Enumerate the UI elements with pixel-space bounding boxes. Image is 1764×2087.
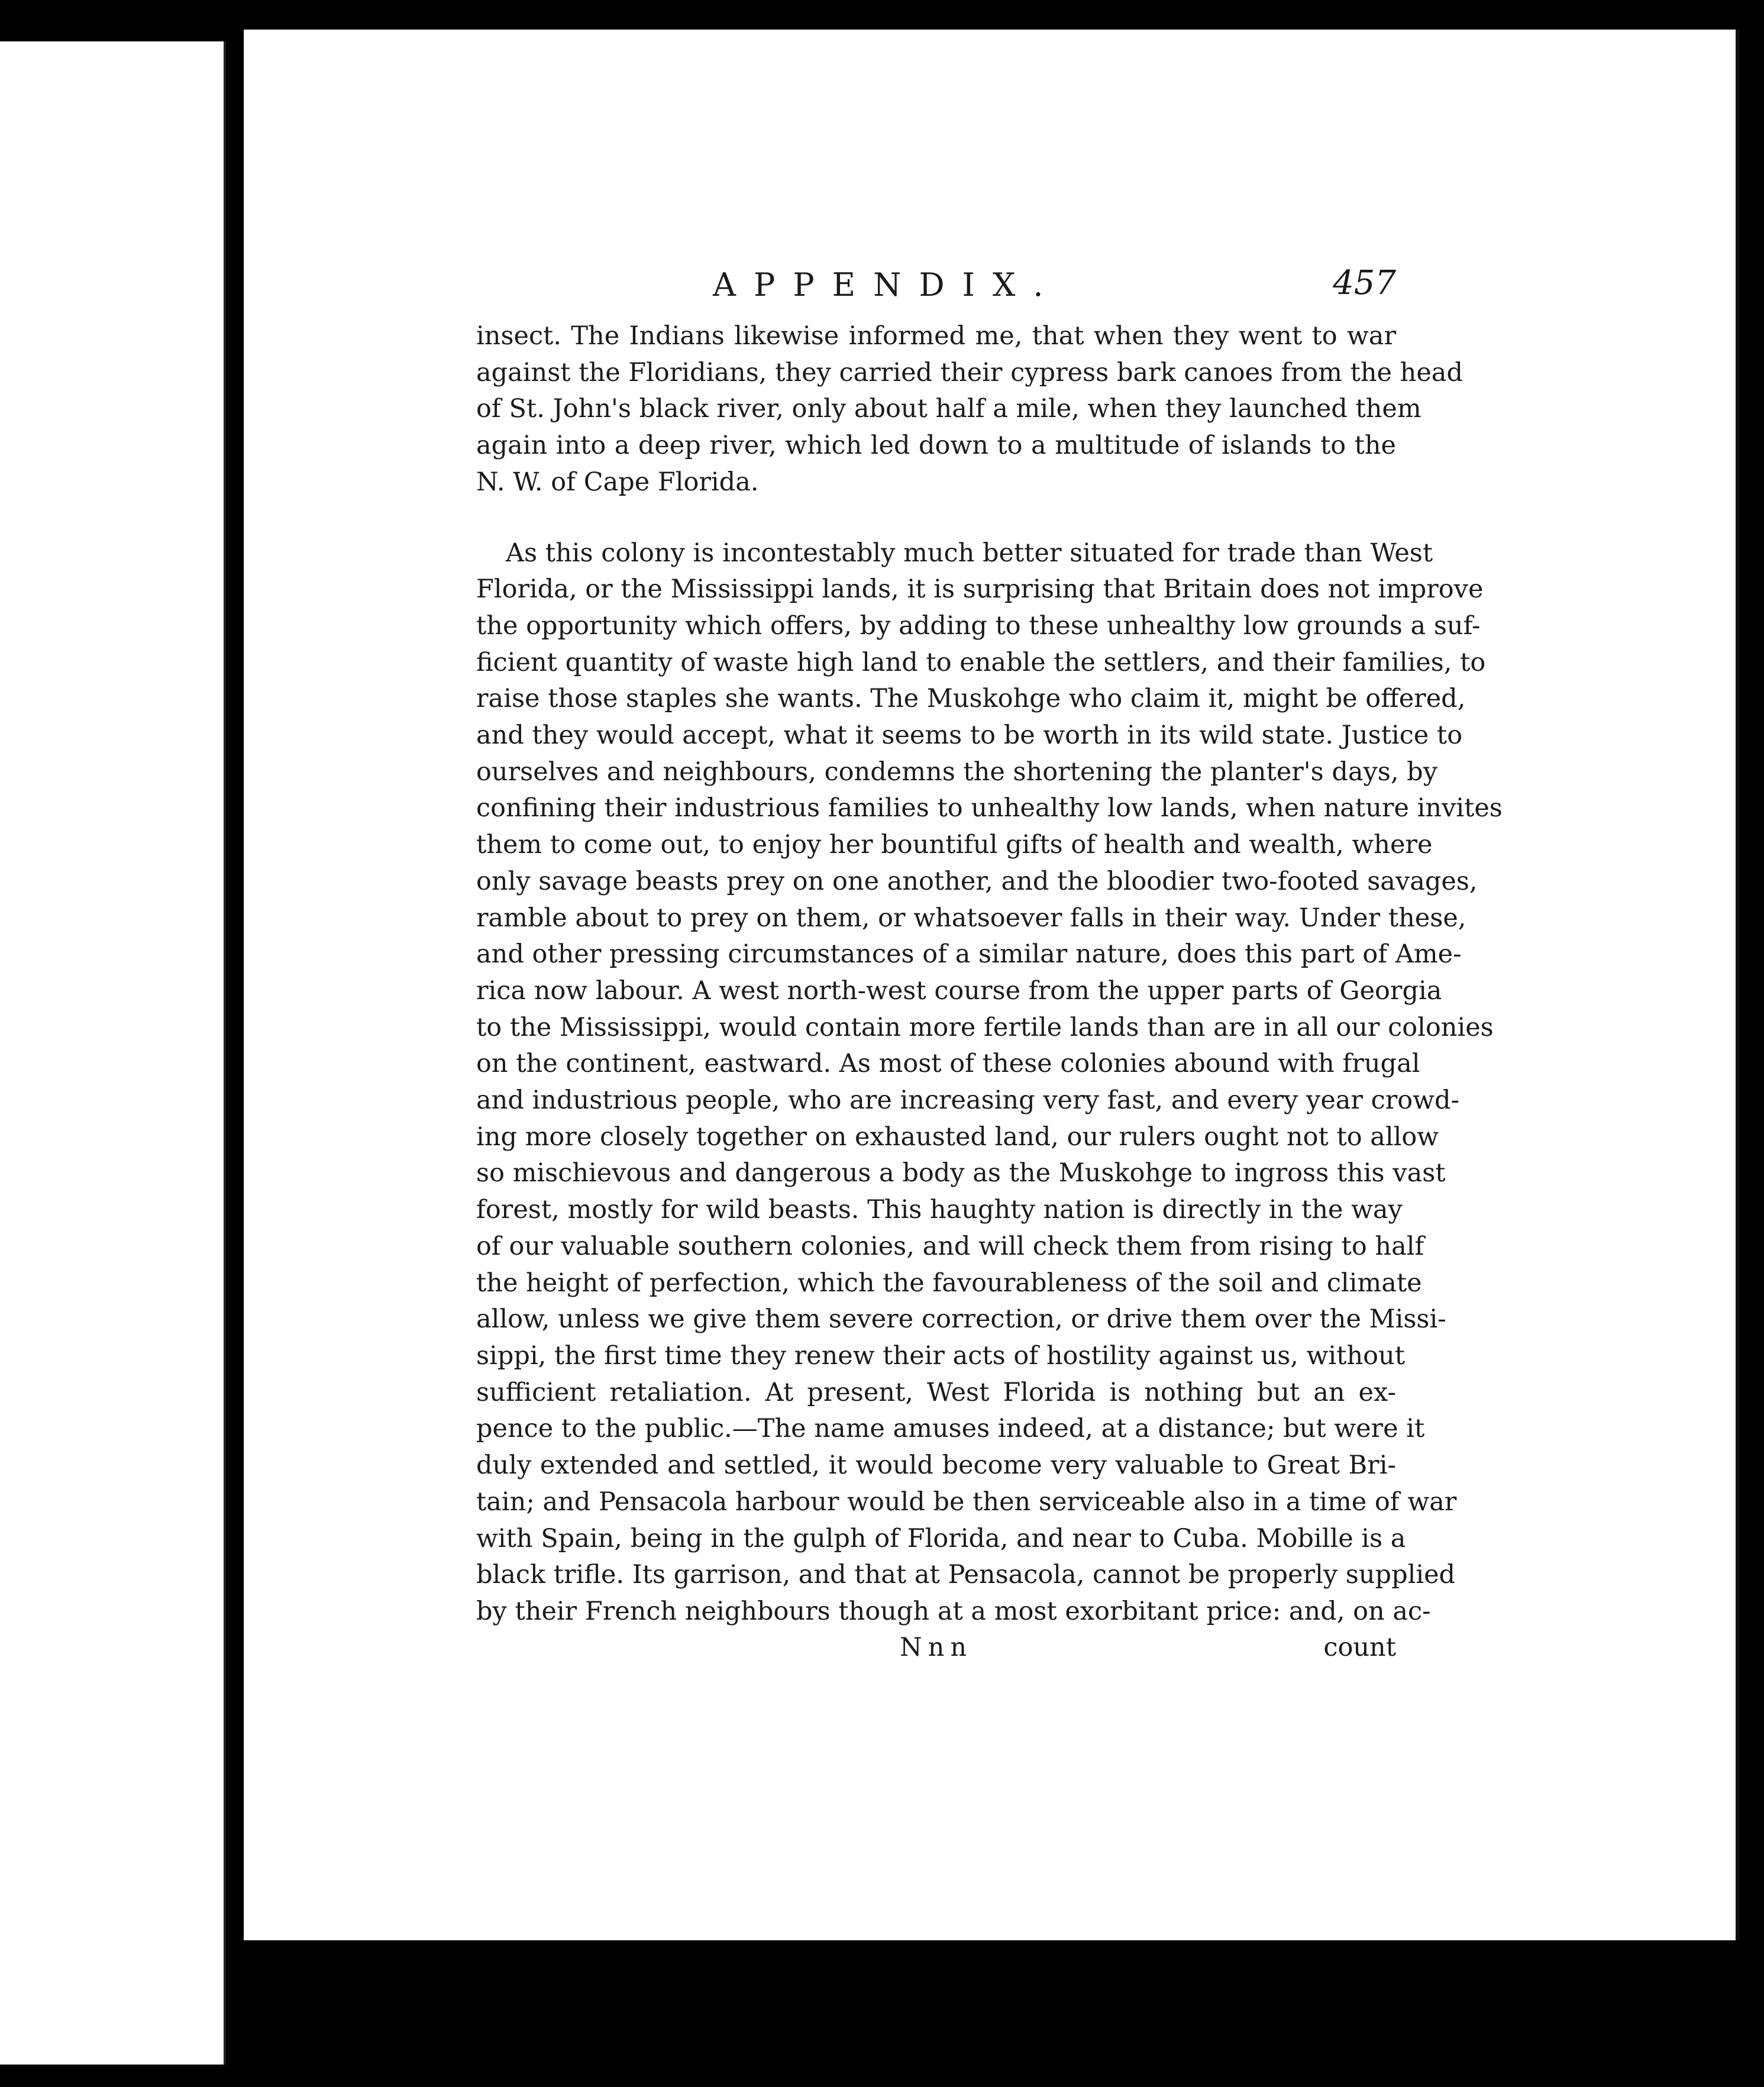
text-line: rica now labour. A west north-west course from the upper parts of Georgia	[476, 975, 1442, 1006]
text-line: duly extended and settled, it would become very valuable to Great Bri-	[476, 1450, 1396, 1481]
text-line: raise those staples she wants. The Muskohge who claim it, might be offered,	[476, 684, 1466, 714]
text-line: and other pressing circumstances of a similar nature, does this part of Ame-	[476, 939, 1462, 970]
signature-mark: Nnn	[900, 1632, 973, 1662]
text-line: to the Mississippi, would contain more fertile lands than are in all our colonies	[476, 1012, 1494, 1042]
text-line: of our valuable southern colonies, and will check them from rising to half	[476, 1231, 1424, 1261]
text-line: on the continent, eastward. As most of these colonies abound with frugal	[476, 1049, 1420, 1079]
text-line: sippi, the first time they renew their acts of hostility against us, without	[476, 1340, 1406, 1371]
text-line: confining their industrious families to unhealthy low lands, when nature invites	[476, 793, 1503, 823]
catchword: count	[1323, 1632, 1396, 1662]
text-line: allow, unless we give them severe correction, or drive them over the Missi-	[476, 1304, 1446, 1335]
text-line: the height of perfection, which the favourableness of the soil and climate	[476, 1268, 1422, 1298]
page-number: 457	[1333, 264, 1396, 302]
text-line: sufficient retaliation. At present, West Florida is nothing but an ex-	[476, 1377, 1396, 1407]
running-head: APPENDIX.	[713, 266, 1061, 303]
text-line: again into a deep river, which led down to a multitude of islands to the	[476, 431, 1396, 461]
text-line: of St. John's black river, only about half a mile, when they launched them	[476, 394, 1421, 424]
text-line: tain; and Pensacola harbour would be then serviceable also in a time of war	[476, 1487, 1457, 1517]
text-line: insect. The Indians likewise informed me, that when they went to war	[476, 321, 1396, 351]
text-line: Florida, or the Mississippi lands, it is surprising that Britain does not improve	[476, 574, 1484, 605]
text-line: against the Floridians, they carried their cypress bark canoes from the head	[476, 357, 1463, 387]
facing-page	[0, 41, 226, 2065]
text-line: black trifle. Its garrison, and that at Pensacola, cannot be properly supplied	[476, 1560, 1456, 1590]
text-line: and industrious people, who are increasing very fast, and every year crowd-	[476, 1086, 1460, 1116]
text-line: ramble about to prey on them, or whatsoever falls in their way. Under these,	[476, 903, 1466, 933]
text-line: forest, mostly for wild beasts. This haughty nation is directly in the way	[476, 1195, 1403, 1225]
scan-background	[244, 1940, 1758, 2087]
text-line: and they would accept, what it seems to be worth in its wild state. Justice to	[476, 721, 1463, 751]
text-line: only savage beasts prey on one another, and the bloodier two-footed savages,	[476, 866, 1478, 896]
text-line: N. W. of Cape Florida.	[476, 467, 759, 497]
book-gutter	[226, 41, 244, 2065]
text-line: the opportunity which offers, by adding to these unhealthy low grounds a suf-	[476, 610, 1481, 641]
text-line: As this colony is incontestably much better situated for trade than West	[506, 538, 1433, 568]
text-line: with Spain, being in the gulph of Florida, and near to Cuba. Mobille is a	[476, 1523, 1406, 1553]
paragraph	[476, 318, 1463, 501]
page-footer	[476, 1633, 1396, 1674]
text-line: ficient quantity of waste high land to enable the settlers, and their families, to	[476, 647, 1486, 677]
text-line: them to come out, to enjoy her bountiful gifts of health and wealth, where	[476, 830, 1433, 860]
text-line: ing more closely together on exhausted land, our rulers ought not to allow	[476, 1122, 1439, 1152]
body-text	[476, 318, 1503, 1630]
paragraph	[476, 535, 1503, 1630]
page-header	[476, 259, 1396, 318]
text-line: by their French neighbours though at a most exorbitant price: and, on ac-	[476, 1596, 1431, 1626]
text-line: ourselves and neighbours, condemns the shortening the planter's days, by	[476, 757, 1437, 787]
text-line: pence to the public.—The name amuses indeed, at a distance; but were it	[476, 1414, 1425, 1444]
page-content	[476, 259, 1503, 1674]
text-line: so mischievous and dangerous a body as the Muskohge to ingross this vast	[476, 1158, 1446, 1188]
